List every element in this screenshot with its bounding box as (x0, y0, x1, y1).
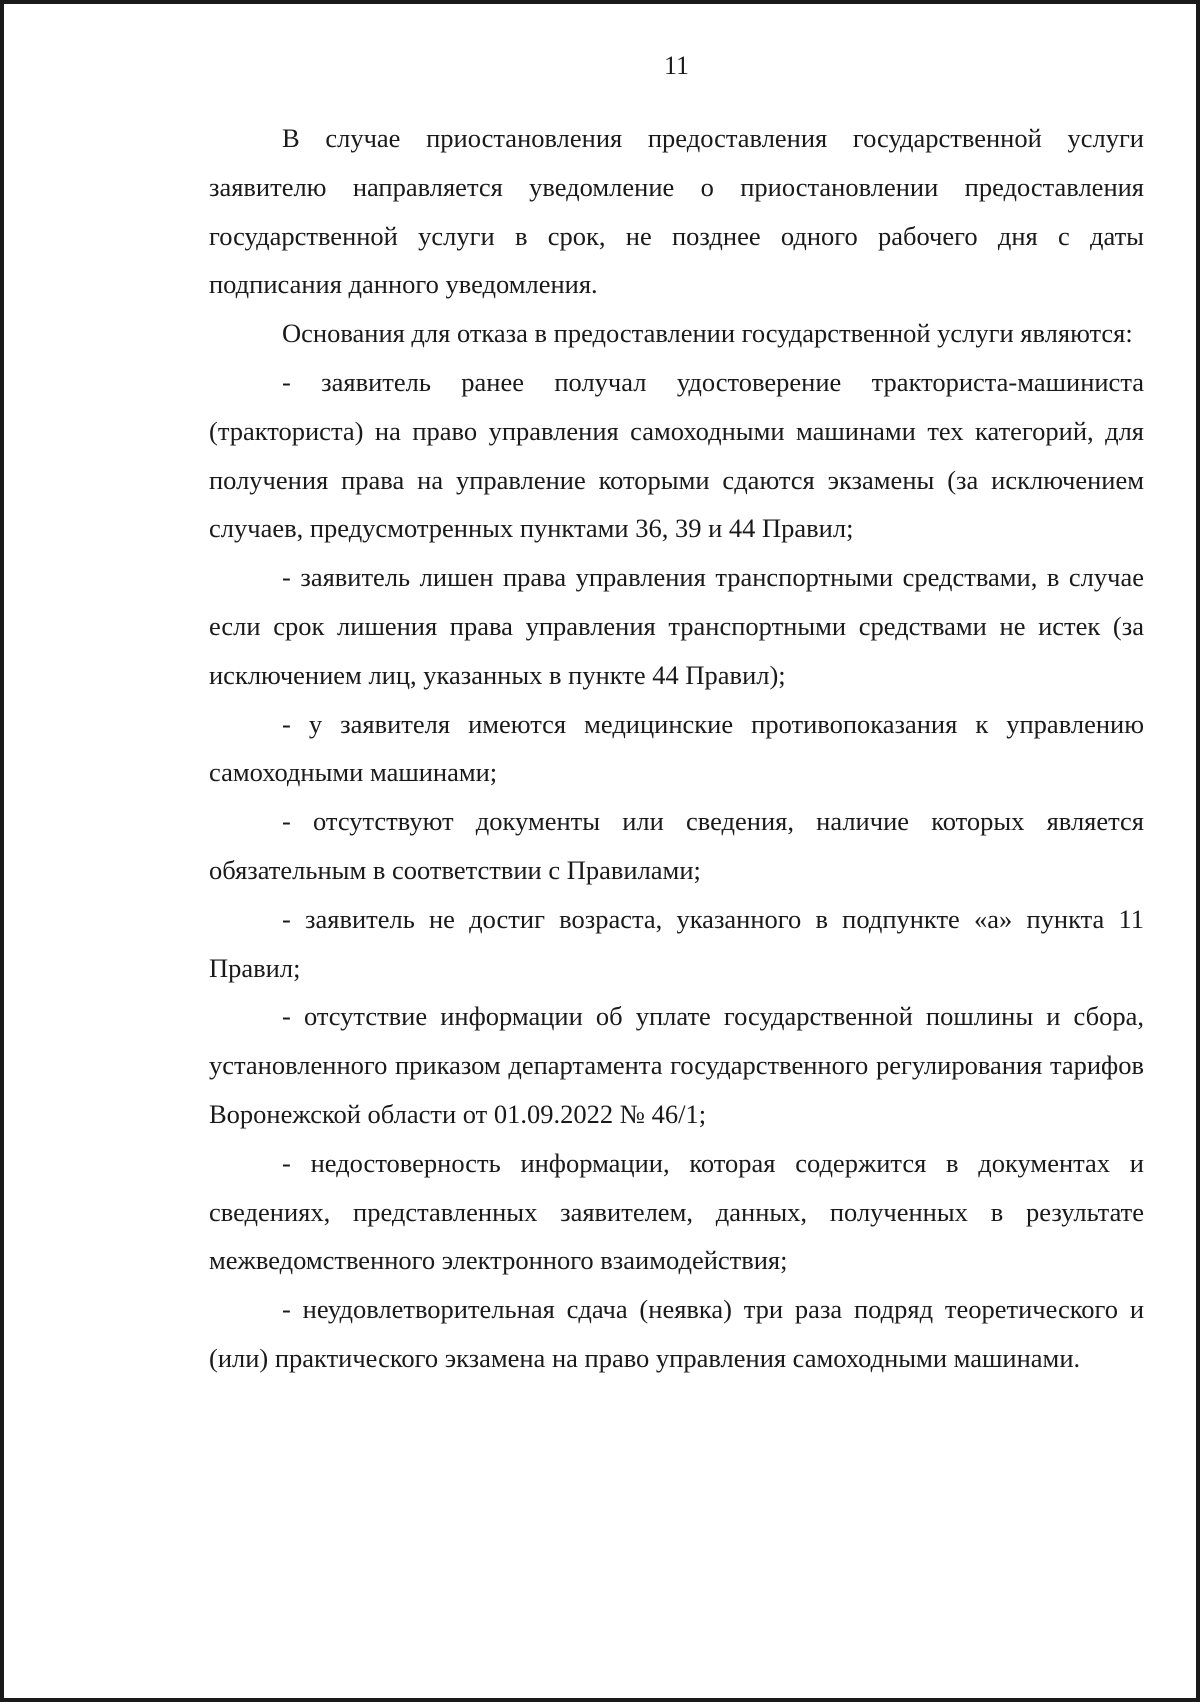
list-item-inaccurate-information: - недостоверность информации, которая содержится в документах и сведениях, представленных заявителем, данных, полученных в результате межведомственного электронного взаимодействия; (209, 1147, 1144, 1276)
list-item-license-revoked: - заявитель лишен права управления транспортными средствами, в случае если срок лишения права управления транспортными средствами не истек (за исключением лиц, указанных в пункте 44 Правил); (209, 562, 1144, 690)
list-item-age-requirement: - заявитель не достиг возраста, указанного в подпункте «а» пункта 11 Правил; (209, 903, 1144, 983)
list-item-prior-license: - заявитель ранее получал удостоверение тракториста-машиниста (тракториста) на право управления самоходными машинами тех категорий, для получения права на управление которыми сдаются экзамены (за исключением случаев, предусмотренных пунктами 36, 39 и 44 Правил; (209, 366, 1144, 544)
list-item-failed-exams: - неудовлетворительная сдача (неявка) три раза подряд теоретического и (или) практического экзамена на право управления самоходными машинами. (209, 1294, 1144, 1373)
document-body (209, 114, 1144, 1383)
paragraph-refusal-grounds-intro: Основания для отказа в предоставлении государственной услуги являются: (282, 318, 1133, 349)
page-number-container (4, 48, 1200, 84)
list-item-fee-not-paid: - отсутствие информации об уплате государственной пошлины и сбора, установленного приказом департамента государственного регулирования тарифов Воронежской области от 01.09.2022 № 46/1; (209, 1001, 1144, 1129)
list-item-missing-documents: - отсутствуют документы или сведения, наличие которых является обязательным в соответствии с Правилами; (209, 806, 1144, 885)
list-item-medical-contraindications: - у заявителя имеются медицинские противопоказания к управлению самоходными машинами; (209, 708, 1144, 788)
page-number: 11 (663, 51, 690, 80)
paragraph-suspension-notice: В случае приостановления предоставления государственной услуги заявителю направляется уведомление о приостановлении предоставления государственной услуги в срок, не позднее одного рабочего дня с даты подписания данного уведомления. (209, 123, 1144, 300)
